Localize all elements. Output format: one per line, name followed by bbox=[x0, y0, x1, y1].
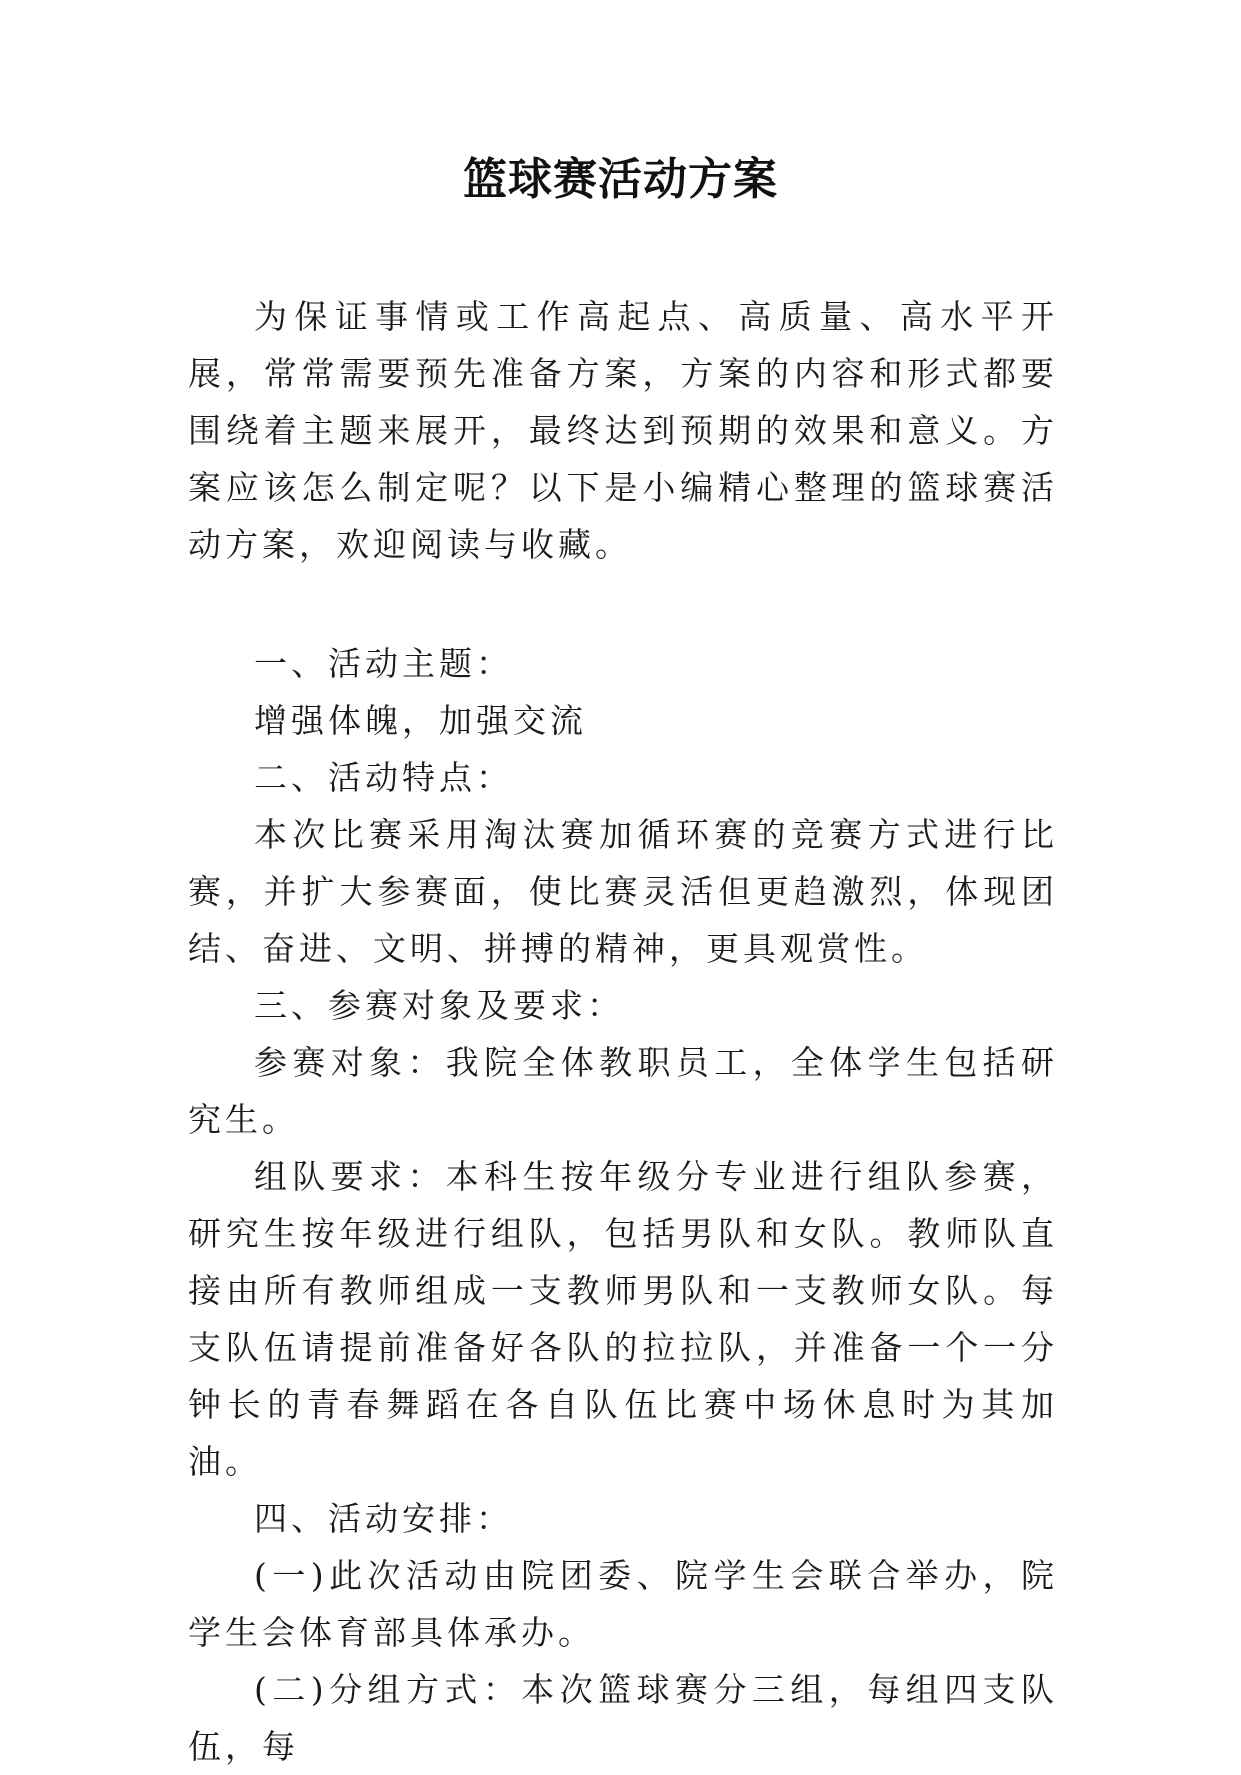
document-title: 篮球赛活动方案 bbox=[463, 154, 778, 205]
participants-text: 参赛对象：我院全体教职员工，全体学生包括研究生。 bbox=[188, 1043, 1058, 1139]
theme-text: 增强体魄，加强交流 bbox=[254, 701, 587, 740]
heading-theme: 一、活动主题： bbox=[254, 644, 513, 683]
heading-participants: 三、参赛对象及要求： bbox=[254, 986, 624, 1025]
arrangement-item-2: (二)分组方式：本次篮球赛分三组，每组四支队伍，每 bbox=[188, 1670, 1058, 1766]
arrangement-item-1: (一)此次活动由院团委、院学生会联合举办，院学生会体育部具体承办。 bbox=[188, 1556, 1058, 1652]
paragraph-gap bbox=[188, 573, 1058, 635]
team-requirements-text: 组队要求：本科生按年级分专业进行组队参赛，研究生按年级进行组队，包括男队和女队。教师队直接由所有教师组成一支教师男队和一支教师女队。每支队伍请提前准备好各队的拉拉队，并准备一个一分钟长的青春舞蹈在各自队伍比赛中场休息时为其加油。 bbox=[188, 1157, 1058, 1481]
document-body bbox=[188, 288, 1058, 1775]
features-text: 本次比赛采用淘汰赛加循环赛的竞赛方式进行比赛，并扩大参赛面，使比赛灵活但更趋激烈，体现团结、奋进、文明、拼搏的精神，更具观赏性。 bbox=[188, 815, 1058, 968]
intro-paragraph: 为保证事情或工作高起点、高质量、高水平开展，常常需要预先准备方案，方案的内容和形式都要围绕着主题来展开，最终达到预期的效果和意义。方案应该怎么制定呢？以下是小编精心整理的篮球赛活动方案，欢迎阅读与收藏。 bbox=[188, 297, 1058, 564]
heading-features: 二、活动特点： bbox=[254, 758, 513, 797]
heading-arrangement: 四、活动安排： bbox=[254, 1499, 513, 1538]
